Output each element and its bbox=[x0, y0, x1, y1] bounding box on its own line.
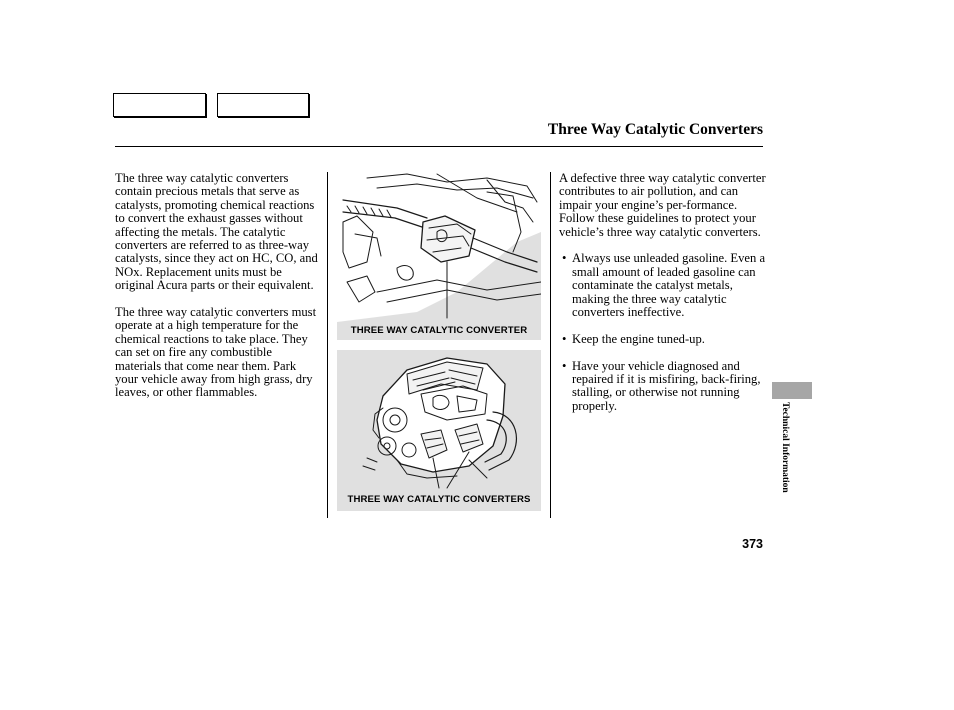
list-item: • Always use unleaded gasoline. Even a small amount of leaded gasoline can contaminate the catalyst metals, making the three way catalytic converters ineffective. bbox=[559, 252, 769, 319]
underbody-illustration bbox=[337, 172, 541, 322]
figure-caption: THREE WAY CATALYTIC CONVERTER bbox=[350, 325, 528, 336]
section-tab-marker[interactable] bbox=[772, 382, 812, 399]
paragraph-high-temperature: The three way catalytic converters must operate at a high temperature for the chemical reactions to take place. They can set on fire any combustible materials that come near them. Park your vehicle away from high grass, dry leaves, or other flammables. bbox=[115, 305, 317, 400]
column-divider-right bbox=[550, 172, 551, 518]
list-item: • Keep the engine tuned-up. bbox=[559, 333, 769, 346]
engine-illustration bbox=[337, 350, 541, 490]
figure-engine-converters bbox=[337, 350, 541, 511]
paragraph-defective-converter: A defective three way catalytic converter contributes to air pollution, and can impair your engine’s per-formance. Follow these guidelines to protect your vehicle’s three way catalytic converters. bbox=[559, 171, 766, 239]
title-divider bbox=[115, 146, 763, 147]
nav-main-menu-button[interactable] bbox=[113, 93, 206, 117]
right-column bbox=[559, 172, 769, 427]
left-column bbox=[115, 172, 320, 413]
guidelines-list bbox=[559, 252, 769, 413]
page-title: Three Way Catalytic Converters bbox=[547, 121, 763, 138]
figure-catalytic-converter bbox=[337, 172, 541, 340]
nav-index-button[interactable] bbox=[217, 93, 309, 117]
paragraph-converters-metals: The three way catalytic converters contain precious metals that serve as catalysts, promoting chemical reactions to convert the exhaust gasses without affecting the metals. The catalytic converters are referred to as three-way catalysts, since they act on HC, CO, and NOx. Replacement units must be original Acura parts or their equivalent. bbox=[115, 171, 318, 293]
section-side-label: Technical Information bbox=[780, 402, 790, 493]
list-item: • Have your vehicle diagnosed and repaired if it is misfiring, back-firing, stalling, or otherwise not running properly. bbox=[559, 360, 769, 414]
column-divider-left bbox=[327, 172, 328, 518]
figure-caption: THREE WAY CATALYTIC CONVERTERS bbox=[347, 494, 531, 505]
page-number: 373 bbox=[742, 537, 763, 551]
